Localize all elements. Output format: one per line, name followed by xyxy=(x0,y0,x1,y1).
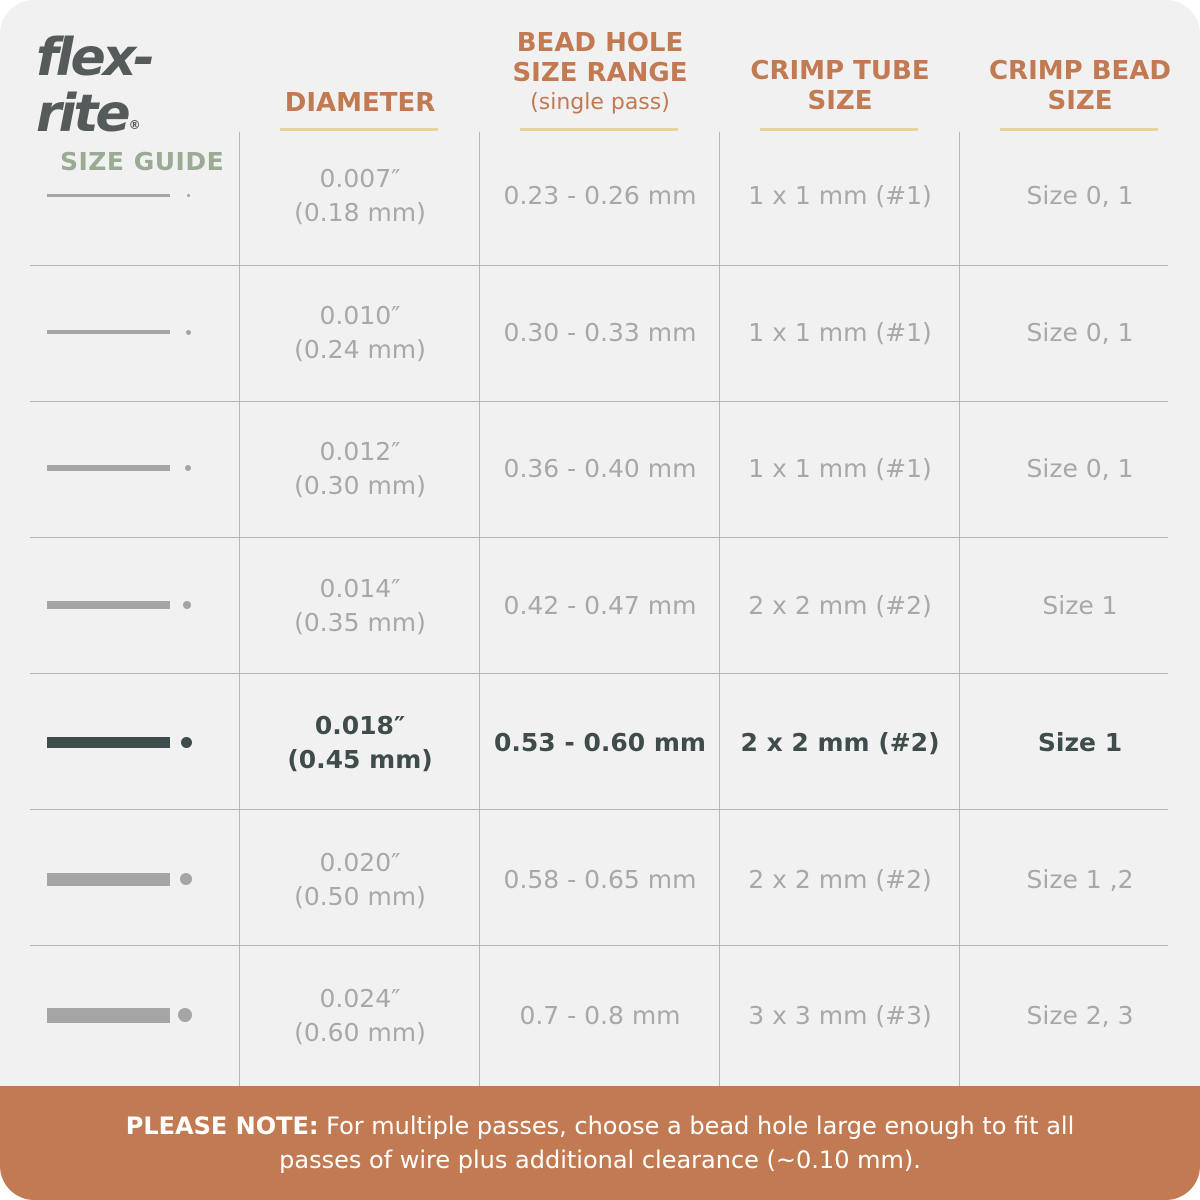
crimp-tube-cell xyxy=(720,127,960,264)
crimp-bead-cell xyxy=(960,264,1200,401)
header-bead-hole-sub: (single pass) xyxy=(530,90,670,115)
crimp-tube-cell xyxy=(720,674,960,811)
table-row xyxy=(0,264,1200,401)
crimp-tube-value: 1 x 1 mm (#1) xyxy=(748,180,932,210)
diameter-inch: 0.014″ xyxy=(319,573,401,603)
logo-brand: flex-rite® xyxy=(36,28,152,144)
crimp-bead-cell xyxy=(960,674,1200,811)
diameter-cell xyxy=(240,537,480,674)
table-row xyxy=(0,674,1200,811)
note-line-1: PLEASE NOTE: For multiple passes, choose a bead hole large enough to fit all xyxy=(125,1112,1075,1140)
note-line-2: passes of wire plus additional clearance (~0.10 mm). xyxy=(279,1146,921,1174)
bead-hole-value: 0.30 - 0.33 mm xyxy=(503,317,697,347)
registered-mark: ® xyxy=(128,118,138,132)
wire-gauge-line xyxy=(47,737,170,748)
diameter-inch: 0.007″ xyxy=(319,163,401,193)
table-row xyxy=(0,947,1200,1084)
diameter-mm: (0.50 mm) xyxy=(294,881,426,911)
wire-gauge-line xyxy=(47,330,170,334)
note-label: PLEASE NOTE: xyxy=(125,1112,319,1140)
crimp-bead-value: Size 0, 1 xyxy=(1026,317,1134,347)
diameter-mm: (0.60 mm) xyxy=(294,1017,426,1047)
wire-gauge-line xyxy=(47,873,170,886)
crimp-bead-cell xyxy=(960,947,1200,1084)
bead-hole-value: 0.53 - 0.60 mm xyxy=(494,727,706,757)
crimp-tube-value: 1 x 1 mm (#1) xyxy=(748,317,932,347)
crimp-tube-value: 3 x 3 mm (#3) xyxy=(748,1000,932,1030)
crimp-bead-value: Size 0, 1 xyxy=(1026,453,1134,483)
crimp-bead-value: Size 2, 3 xyxy=(1026,1000,1134,1030)
crimp-bead-value: Size 1 xyxy=(1037,727,1123,757)
logo-subtitle: SIZE GUIDE xyxy=(60,147,225,176)
wire-gauge-line xyxy=(47,601,170,609)
bead-hole-cell xyxy=(480,537,720,674)
diameter-cell xyxy=(240,674,480,811)
bead-hole-cell xyxy=(480,264,720,401)
bead-hole-cell xyxy=(480,127,720,264)
header-crimp-tube: CRIMP TUBE SIZE xyxy=(750,56,930,116)
header-crimp-bead: CRIMP BEAD SIZE xyxy=(988,56,1172,116)
table-row xyxy=(0,400,1200,537)
wire-cross-section-dot xyxy=(180,873,192,885)
diameter-mm: (0.18 mm) xyxy=(294,197,426,227)
wire-cross-section-dot xyxy=(183,601,191,609)
diameter-mm: (0.24 mm) xyxy=(294,334,426,364)
crimp-tube-cell xyxy=(720,537,960,674)
bead-hole-value: 0.36 - 0.40 mm xyxy=(503,453,697,483)
crimp-tube-value: 1 x 1 mm (#1) xyxy=(748,453,932,483)
bead-hole-cell xyxy=(480,811,720,948)
crimp-bead-cell xyxy=(960,127,1200,264)
bead-hole-cell xyxy=(480,947,720,1084)
diameter-inch: 0.018″ xyxy=(314,710,406,740)
crimp-bead-cell xyxy=(960,811,1200,948)
crimp-bead-value: Size 0, 1 xyxy=(1026,180,1134,210)
wire-gauge-line xyxy=(47,465,170,471)
crimp-tube-cell xyxy=(720,947,960,1084)
table-row xyxy=(0,537,1200,674)
wire-cross-section-dot xyxy=(186,330,191,335)
wire-cross-section-dot xyxy=(187,194,190,197)
diameter-inch: 0.010″ xyxy=(319,300,401,330)
crimp-bead-cell xyxy=(960,537,1200,674)
header-bead-hole: BEAD HOLE SIZE RANGE (single pass) xyxy=(480,28,720,118)
wire-gauge-line xyxy=(47,1008,170,1023)
header-diameter: DIAMETER xyxy=(284,88,436,118)
table-row xyxy=(0,127,1200,264)
bead-hole-cell xyxy=(480,674,720,811)
diameter-mm: (0.35 mm) xyxy=(294,607,426,637)
crimp-tube-value: 2 x 2 mm (#2) xyxy=(748,864,932,894)
bead-hole-value: 0.23 - 0.26 mm xyxy=(503,180,697,210)
crimp-tube-value: 2 x 2 mm (#2) xyxy=(748,590,932,620)
crimp-tube-cell xyxy=(720,400,960,537)
bead-hole-value: 0.7 - 0.8 mm xyxy=(519,1000,681,1030)
wire-cross-section-dot xyxy=(181,737,192,748)
diameter-cell xyxy=(240,264,480,401)
crimp-tube-value: 2 x 2 mm (#2) xyxy=(740,727,940,757)
diameter-inch: 0.020″ xyxy=(319,847,401,877)
diameter-cell xyxy=(240,811,480,948)
table-row xyxy=(0,811,1200,948)
crimp-tube-cell xyxy=(720,811,960,948)
crimp-bead-value: Size 1 ,2 xyxy=(1026,864,1134,894)
wire-cross-section-dot xyxy=(185,465,191,471)
diameter-mm: (0.45 mm) xyxy=(287,744,433,774)
diameter-cell xyxy=(240,947,480,1084)
bead-hole-cell xyxy=(480,400,720,537)
diameter-inch: 0.012″ xyxy=(319,436,401,466)
note-banner xyxy=(0,1086,1200,1200)
crimp-bead-cell xyxy=(960,400,1200,537)
diameter-cell xyxy=(240,127,480,264)
bead-hole-value: 0.58 - 0.65 mm xyxy=(503,864,697,894)
crimp-bead-value: Size 1 xyxy=(1042,590,1118,620)
wire-gauge-line xyxy=(47,194,170,197)
diameter-inch: 0.024″ xyxy=(319,983,401,1013)
bead-hole-value: 0.42 - 0.47 mm xyxy=(503,590,697,620)
crimp-tube-cell xyxy=(720,264,960,401)
diameter-mm: (0.30 mm) xyxy=(294,470,426,500)
wire-cross-section-dot xyxy=(178,1008,192,1022)
diameter-cell xyxy=(240,400,480,537)
